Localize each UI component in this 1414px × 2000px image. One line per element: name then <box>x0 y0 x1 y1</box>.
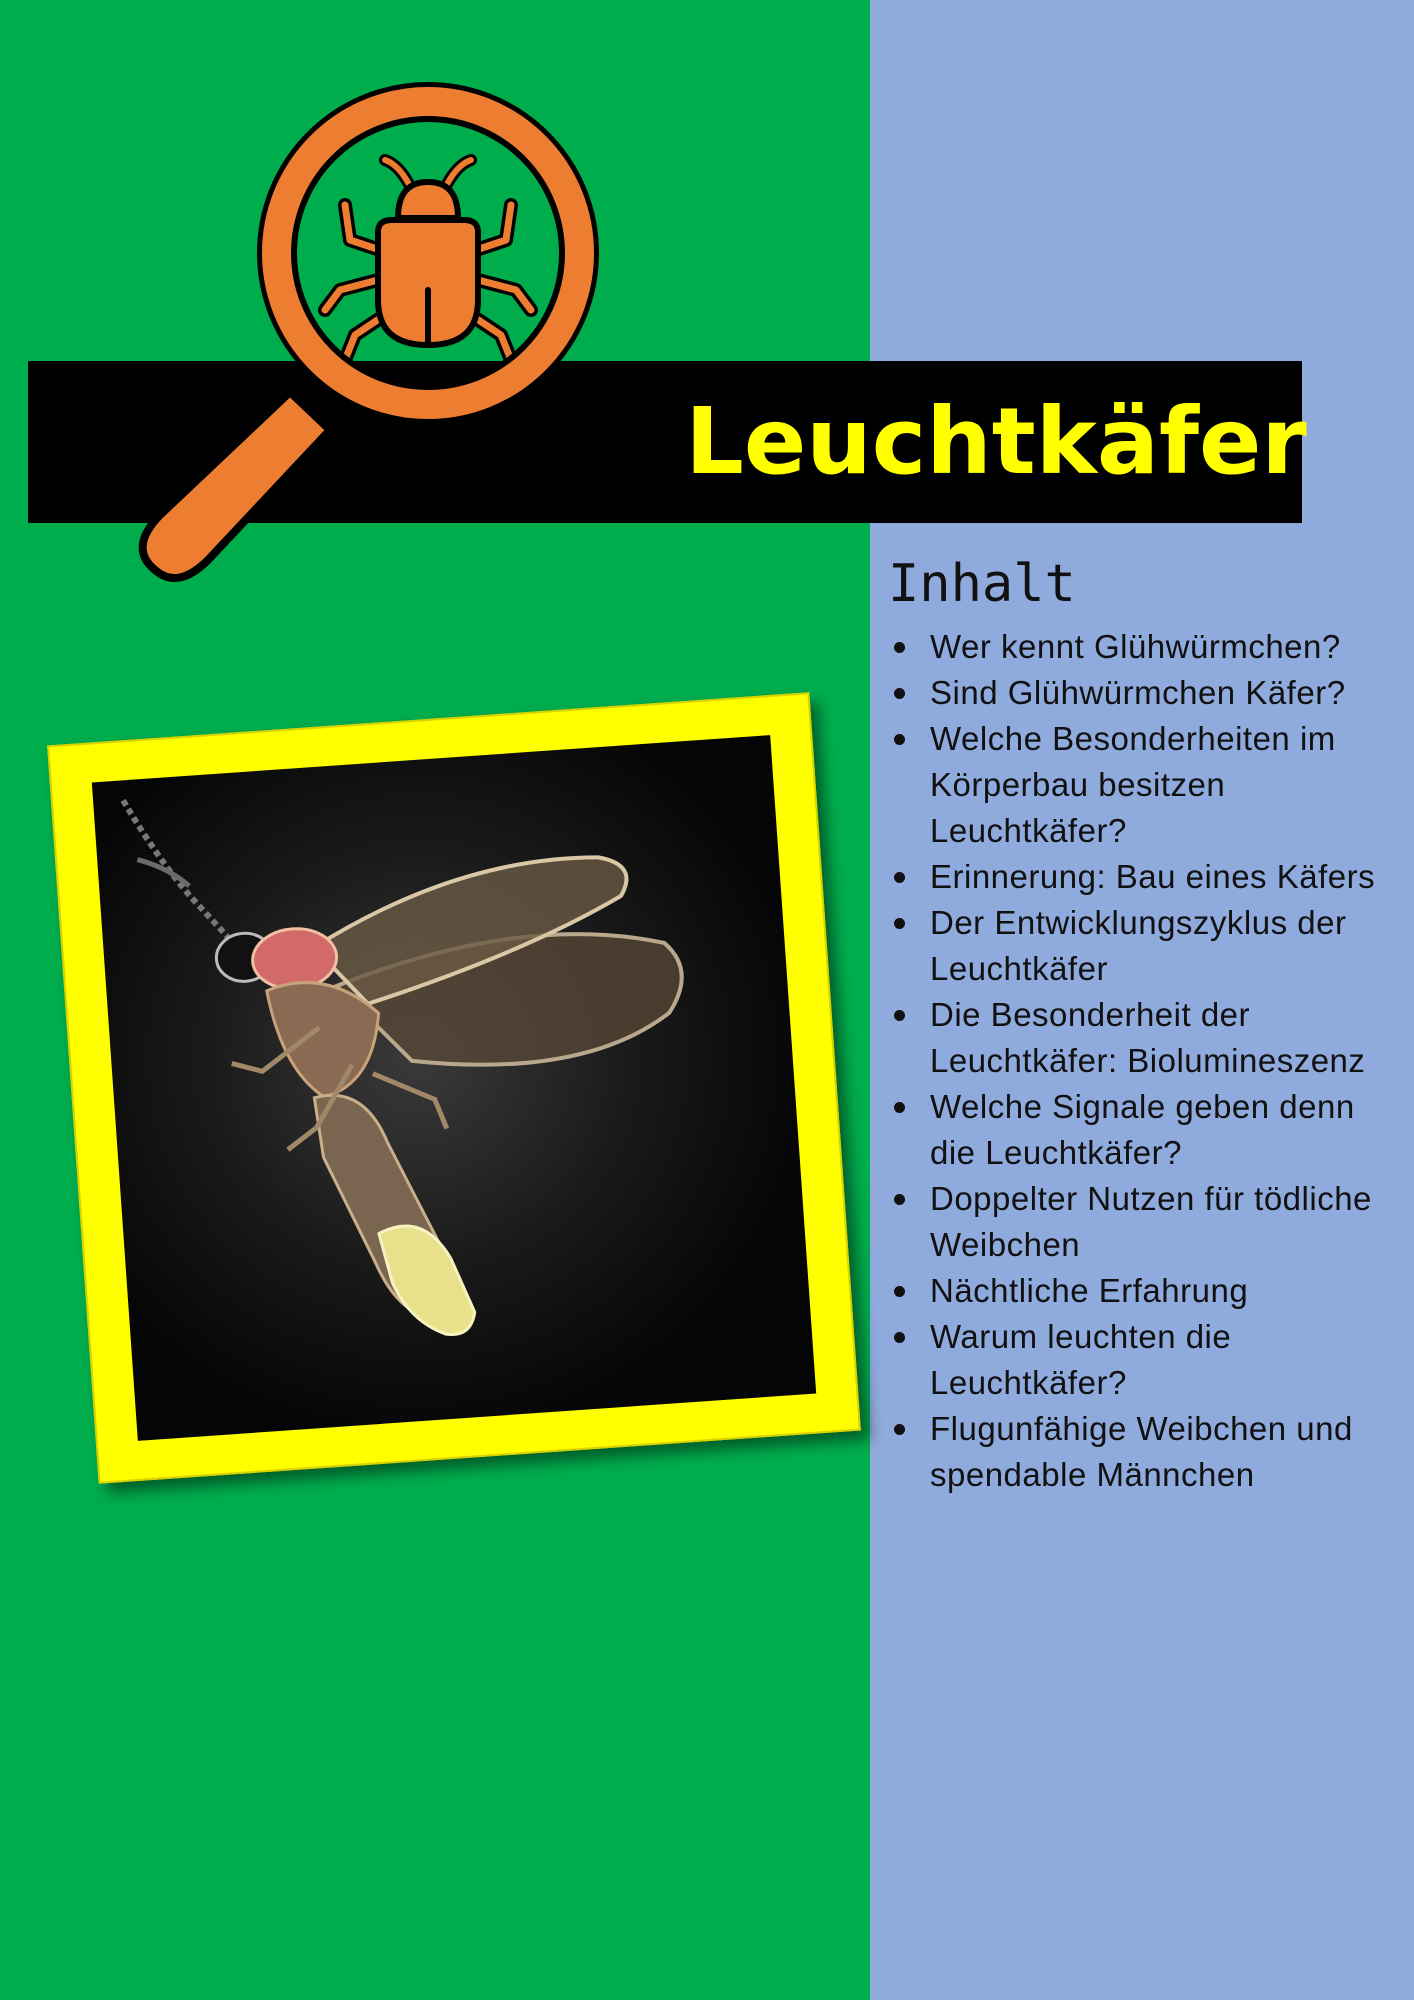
toc-item-label: Welche Besonderheiten im Körperbau besitzen Leuchtkäfer? <box>930 720 1336 849</box>
bullet-icon <box>894 918 905 929</box>
toc-item <box>884 1268 1404 1314</box>
toc-item-label: Sind Glühwürmchen Käfer? <box>930 674 1346 711</box>
toc-item <box>884 1084 1404 1176</box>
toc-item-label: Nächtliche Erfahrung <box>930 1272 1249 1309</box>
toc-heading: Inhalt <box>888 554 1076 614</box>
bullet-icon <box>894 1332 905 1343</box>
bullet-icon <box>894 1194 905 1205</box>
firefly-photo <box>92 735 816 1441</box>
toc-item <box>884 854 1404 900</box>
toc-item-label: Doppelter Nutzen für tödliche Weibchen <box>930 1180 1372 1263</box>
toc-item <box>884 1314 1404 1406</box>
toc-item <box>884 900 1404 992</box>
bullet-icon <box>894 1286 905 1297</box>
toc-item-label: Warum leuchten die Leuchtkäfer? <box>930 1318 1232 1401</box>
table-of-contents <box>884 554 1404 1498</box>
bullet-icon <box>894 872 905 883</box>
toc-item-label: Flugunfähige Weibchen und spendable Männchen <box>930 1410 1353 1493</box>
toc-item-label: Welche Signale geben denn die Leuchtkäfer? <box>930 1088 1355 1171</box>
firefly-photo-frame <box>47 692 861 1483</box>
bullet-icon <box>894 642 905 653</box>
bullet-icon <box>894 734 905 745</box>
toc-item-label: Wer kennt Glühwürmchen? <box>930 628 1341 665</box>
bullet-icon <box>894 688 905 699</box>
toc-item-label: Die Besonderheit der Leuchtkäfer: Biolumineszenz <box>930 996 1366 1079</box>
bullet-icon <box>894 1102 905 1113</box>
toc-item-label: Erinnerung: Bau eines Käfers <box>930 858 1376 895</box>
toc-item <box>884 992 1404 1084</box>
toc-item <box>884 1176 1404 1268</box>
toc-item <box>884 670 1404 716</box>
toc-item <box>884 1406 1404 1498</box>
page-title: Leuchtkäfer <box>685 388 1307 495</box>
bullet-icon <box>894 1010 905 1021</box>
toc-item <box>884 716 1404 854</box>
magnifier-with-beetle-icon <box>0 0 700 620</box>
toc-item-label: Der Entwicklungszyklus der Leuchtkäfer <box>930 904 1347 987</box>
toc-list <box>884 624 1404 1498</box>
bullet-icon <box>894 1424 905 1435</box>
toc-item <box>884 624 1404 670</box>
